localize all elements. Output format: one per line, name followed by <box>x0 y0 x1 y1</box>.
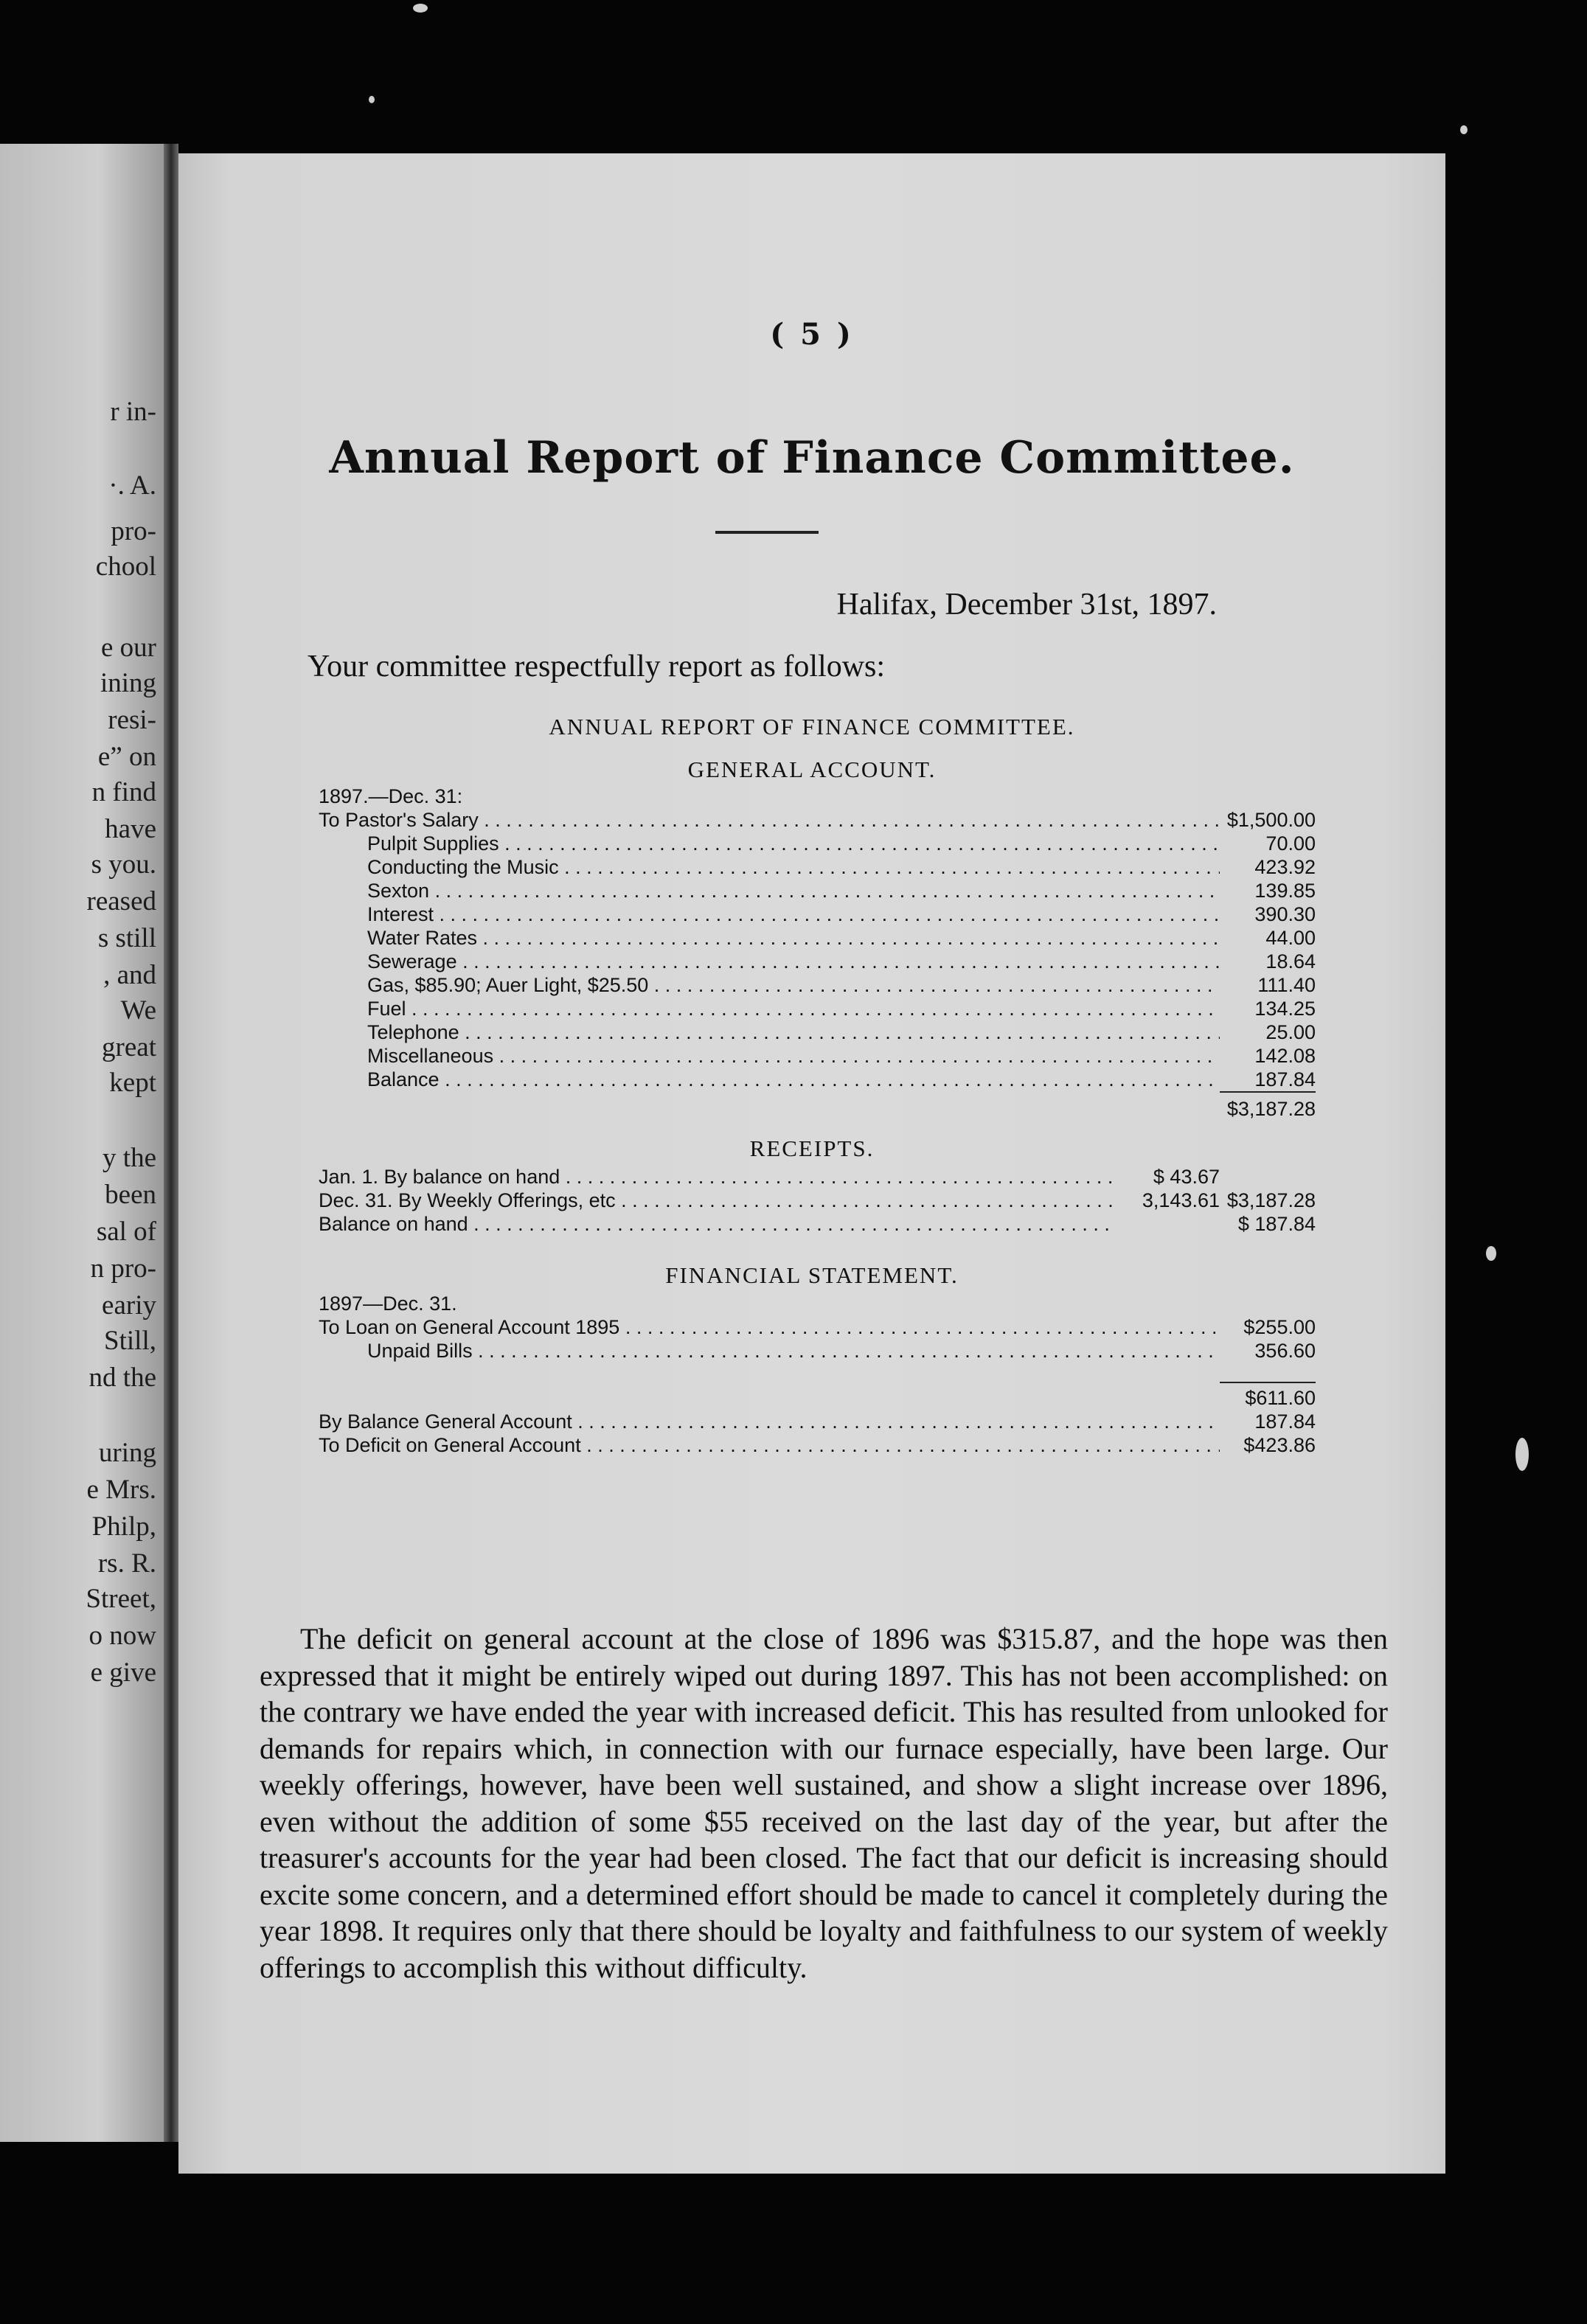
facing-page-text: , and <box>103 960 156 990</box>
row-amount: $1,500.00 <box>1226 809 1316 831</box>
row-amount: 142.08 <box>1254 1045 1316 1067</box>
facing-page-text: e Mrs. <box>86 1475 156 1505</box>
facing-page-text: e” on <box>97 742 156 772</box>
facing-page-text: chool <box>95 552 156 582</box>
account-row <box>319 808 1316 832</box>
account-row <box>319 997 1316 1020</box>
facing-page-text: been <box>105 1180 156 1210</box>
row-label: Balance on hand . . . <box>319 1212 1117 1236</box>
section-heading: ANNUAL REPORT OF FINANCE COMMITTEE. <box>549 714 1075 740</box>
account-row <box>319 1433 1316 1457</box>
facing-page-text: We <box>120 995 156 1026</box>
facing-page-text: o now <box>88 1621 156 1651</box>
row-amount: 356.60 <box>1254 1340 1316 1362</box>
row-label: Sexton . . . <box>319 879 1220 902</box>
subtotal-row <box>319 1363 1316 1410</box>
financial-statement-table <box>319 1292 1316 1457</box>
facing-page-text: reased <box>86 886 156 916</box>
row-label: Telephone . . . <box>319 1020 1220 1044</box>
dateline: Halifax, December 31st, 1897. <box>836 588 1217 622</box>
statement-subtotal: $611.60 <box>1220 1382 1316 1410</box>
row-label: Water Rates . . . <box>319 926 1220 950</box>
account-row <box>319 1165 1316 1189</box>
account-row <box>319 950 1316 973</box>
report-title: Annual Report of Finance Committee. <box>329 432 1295 484</box>
row-label: Dec. 31. By Weekly Offerings, etc . . . <box>319 1189 1117 1212</box>
facing-page-text: uring <box>98 1438 156 1468</box>
row-subamount <box>1117 1212 1220 1236</box>
row-amount: $255.00 <box>1243 1316 1316 1338</box>
facing-page-text: y the <box>103 1143 156 1173</box>
general-account-table <box>319 784 1316 1120</box>
facing-page-fragment <box>0 144 164 2142</box>
row-label: Conducting the Music . . . <box>319 855 1220 879</box>
row-amount: 18.64 <box>1265 950 1316 973</box>
account-row <box>319 879 1316 902</box>
receipts-table <box>319 1165 1316 1236</box>
row-label: To Pastor's Salary . . . <box>319 808 1220 832</box>
account-date: 1897.—Dec. 31: <box>319 785 463 807</box>
account-row <box>319 1410 1316 1433</box>
total-row <box>319 1091 1316 1120</box>
row-label: By Balance General Account . . . <box>319 1410 1220 1433</box>
account-row <box>319 1315 1316 1339</box>
row-label: Jan. 1. By balance on hand . . . <box>319 1165 1117 1189</box>
facing-page-text: great <box>102 1032 156 1062</box>
facing-page-text: nd the <box>88 1363 156 1393</box>
facing-page-text: e give <box>90 1657 156 1688</box>
scan-speck <box>369 96 375 103</box>
facing-page-text: resi- <box>108 705 156 735</box>
facing-page-text: rs. R. <box>97 1548 156 1579</box>
facing-page-text: ·. A. <box>108 470 156 501</box>
intro-line: Your committee respectfully report as follows: <box>308 650 886 683</box>
facing-page-text: kept <box>109 1068 156 1098</box>
book-gutter <box>164 144 178 2142</box>
row-label: Miscellaneous . . . <box>319 1044 1220 1068</box>
page-number: ( 5 ) <box>770 317 854 352</box>
row-label: Interest . . . <box>319 902 1220 926</box>
scan-speck <box>413 4 428 13</box>
account-row <box>319 1189 1316 1212</box>
facing-page-text: Still, <box>104 1326 156 1356</box>
account-row <box>319 1044 1316 1068</box>
facing-page-text: pro- <box>111 516 156 546</box>
facing-page-text: n pro- <box>90 1253 156 1284</box>
scan-speck <box>1515 1438 1529 1471</box>
account-row <box>319 973 1316 997</box>
facing-page-text: eariy <box>102 1290 156 1321</box>
document-page <box>178 153 1445 2174</box>
row-amount: 423.92 <box>1254 856 1316 878</box>
facing-page-text: ining <box>100 668 156 698</box>
facing-page-text: s you. <box>91 849 156 880</box>
account-row <box>319 902 1316 926</box>
facing-page-text: r in- <box>110 397 156 427</box>
row-label: Sewerage . . . <box>319 950 1220 973</box>
account-row <box>319 832 1316 855</box>
row-amount <box>1220 1165 1316 1189</box>
row-amount: 134.25 <box>1254 998 1316 1020</box>
general-account-total: $3,187.28 <box>1220 1091 1316 1115</box>
title-divider <box>715 531 819 534</box>
row-amount: 44.00 <box>1265 927 1316 949</box>
row-amount: 187.84 <box>1254 1068 1316 1090</box>
facing-page-text: have <box>105 814 156 844</box>
facing-page-text: s still <box>97 923 156 953</box>
receipts-heading: RECEIPTS. <box>749 1135 875 1161</box>
general-account-heading: GENERAL ACCOUNT. <box>687 756 937 782</box>
row-amount: $ 187.84 <box>1237 1213 1316 1235</box>
row-label: To Deficit on General Account . . . <box>319 1433 1220 1457</box>
facing-page-text: sal of <box>96 1217 156 1247</box>
financial-statement-heading: FINANCIAL STATEMENT. <box>665 1262 959 1288</box>
scan-speck <box>1486 1246 1496 1261</box>
row-label: Unpaid Bills . . . <box>319 1339 1220 1363</box>
row-amount: $423.86 <box>1243 1434 1316 1456</box>
row-label: Balance . . . <box>319 1068 1220 1091</box>
facing-page-text: n find <box>91 777 156 807</box>
row-amount: 70.00 <box>1265 832 1316 855</box>
row-subamount: 3,143.61 <box>1142 1189 1220 1211</box>
facing-page-text: e our <box>101 633 156 663</box>
row-subamount: $ 43.67 <box>1153 1166 1220 1188</box>
row-amount: 390.30 <box>1254 903 1316 925</box>
row-amount: 187.84 <box>1254 1410 1316 1433</box>
row-label: To Loan on General Account 1895 . . . <box>319 1315 1220 1339</box>
row-label: Fuel . . . <box>319 997 1220 1020</box>
statement-date: 1897—Dec. 31. <box>319 1293 457 1315</box>
row-amount: 139.85 <box>1254 880 1316 902</box>
row-label: Gas, $85.90; Auer Light, $25.50 . . . <box>319 973 1220 997</box>
account-row <box>319 1020 1316 1044</box>
row-amount: 111.40 <box>1257 974 1316 996</box>
scan-speck <box>1460 125 1468 134</box>
account-row <box>319 1339 1316 1363</box>
facing-page-text: Philp, <box>91 1511 156 1542</box>
row-amount: 25.00 <box>1265 1021 1316 1043</box>
facing-page-text: Street, <box>86 1584 156 1614</box>
report-paragraph: The deficit on general account at the close of 1896 was $315.87, and the hope was then expressed that it might be entirely wiped out during 1897. This has not been accomplished: on the contrary we have ended the year with increased deficit. This has resulted from unlooked for demands for repairs which, in connection with our furnace especially, have been large. Our weekly offerings, however, have been well sustained, and show a slight increase over 1896, even without the addition of some $55 received on the last day of the year, but after the treasurer's accounts for the year had been closed. The fact that our deficit is increasing should excite some concern, and a determined effort should be made to cancel it completely during the year 1898. It requires only that there should be loyalty and faithfulness to our system of weekly offerings to accomplish this without difficulty. <box>260 1622 1388 1984</box>
row-label: Pulpit Supplies . . . <box>319 832 1220 855</box>
account-row <box>319 855 1316 879</box>
row-amount: $3,187.28 <box>1226 1189 1316 1211</box>
account-row <box>319 1212 1316 1236</box>
account-row <box>319 926 1316 950</box>
account-row <box>319 1068 1316 1091</box>
